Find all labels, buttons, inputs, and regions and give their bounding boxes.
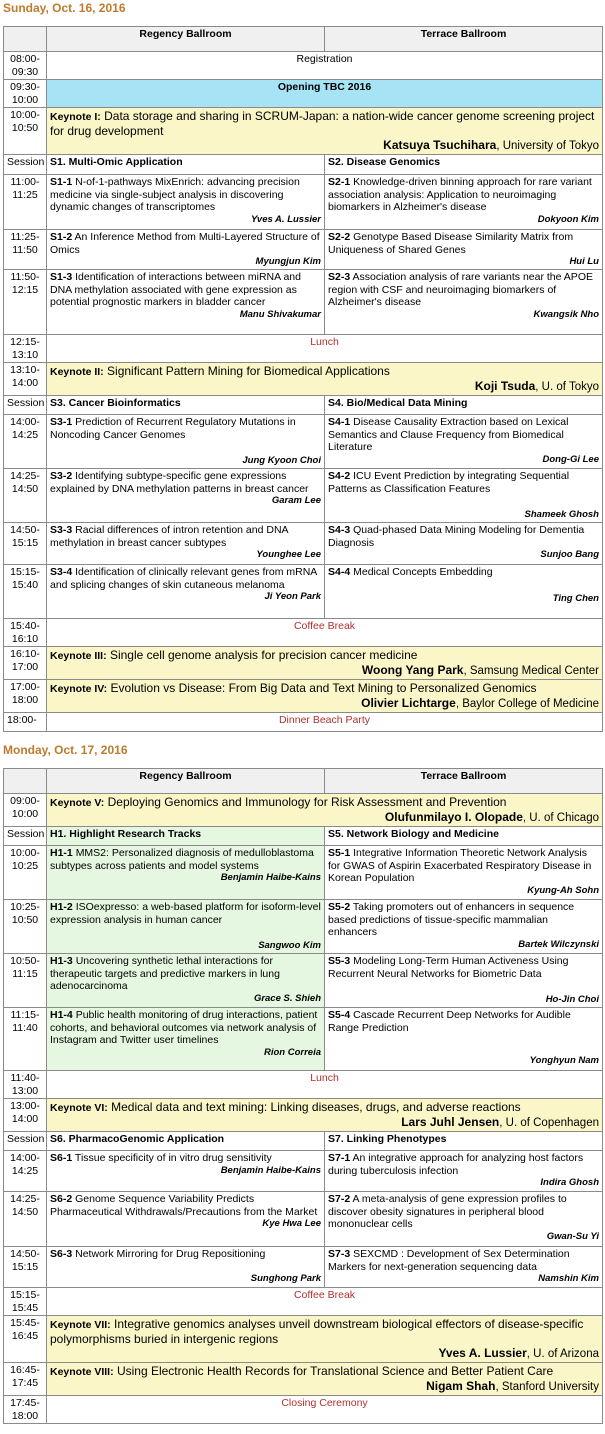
talk-title: Uncovering synthetic lethal interactions for therapeutic targets and predictive markers in lung adenocarcinoma <box>50 955 280 992</box>
talk-cell-left <box>47 469 325 523</box>
talk-author: Benjamin Haibe-Kains <box>220 872 321 883</box>
talk-author: Kyung-Ah Sohn <box>527 884 599 896</box>
session-s4: S4. Bio/Medical Data Mining <box>325 396 603 415</box>
talk-code: S2-2 <box>328 231 351 243</box>
talk-code: S4-3 <box>328 524 351 536</box>
keynote-speaker: Olivier Lichtarge <box>361 696 456 710</box>
talk-cell-left <box>47 1151 325 1192</box>
talk-code: S5-1 <box>328 847 351 859</box>
keynote-affiliation: , U. of Arizona <box>526 1348 599 1360</box>
session-row <box>4 1132 603 1151</box>
time-cell: 11:15-11:40 <box>4 1008 47 1071</box>
dinner-label: Dinner Beach Party <box>47 713 603 732</box>
talk-cell-right <box>325 415 603 469</box>
talk-row <box>4 846 603 900</box>
talk-code: S2-3 <box>328 271 351 283</box>
keynote-affiliation: , U. of Copenhagen <box>499 1117 599 1129</box>
lunch-label: Lunch <box>47 1071 603 1099</box>
talk-title: SEXCMD : Development of Sex Determination Markers for next-generation sequencing data <box>328 1248 570 1273</box>
talk-code: S5-3 <box>328 955 351 967</box>
lunch-label: Lunch <box>47 335 603 363</box>
session-s1: S1. Multi-Omic Application <box>47 155 325 175</box>
talk-row <box>4 900 603 954</box>
talk-author: Bartek Wilczynski <box>518 938 599 950</box>
keynote-title: Evolution vs Disease: From Big Data and Text Mining to Personalized Genomics <box>110 681 537 695</box>
time-cell: 11:50-12:15 <box>4 270 47 335</box>
talk-author: Kwangsik Nho <box>533 308 599 320</box>
talk-code: H1-3 <box>50 955 73 967</box>
talk-cell-right <box>325 1192 603 1247</box>
talk-title: N-of-1-pathways MixEnrich: advancing precision medicine via single-subject analysis in discovering dynamic changes of transcriptomes <box>50 176 300 213</box>
col-regency-ballroom: Regency Ballroom <box>47 27 325 52</box>
talk-code: S4-1 <box>328 416 351 428</box>
time-cell: 17:00-18:00 <box>4 680 47 713</box>
time-cell: 14:50-15:15 <box>4 523 47 565</box>
coffee-row <box>4 1288 603 1316</box>
talk-code: S1-2 <box>50 231 73 243</box>
coffee-label: Coffee Break <box>47 619 603 647</box>
time-cell: 12:15-13:10 <box>4 335 47 363</box>
time-cell: 14:00-14:25 <box>4 1151 47 1192</box>
keynote-row <box>4 108 603 155</box>
keynote-label: Keynote VII: <box>50 1319 111 1331</box>
talk-title: Prediction of Recurrent Regulatory Mutations in Noncoding Cancer Genomes <box>50 416 296 441</box>
talk-author: Ting Chen <box>552 592 599 604</box>
keynote-label: Keynote VIII: <box>50 1366 114 1378</box>
time-cell: 13:10-14:00 <box>4 363 47 396</box>
talk-code: S2-1 <box>328 176 351 188</box>
time-cell: 11:00-11:25 <box>4 175 47 230</box>
coffee-label: Coffee Break <box>47 1288 603 1316</box>
keynote-title: Significant Pattern Mining for Biomedical Applications <box>107 364 390 378</box>
talk-code: S3-4 <box>50 566 73 578</box>
talk-author: Sunjoo Bang <box>540 549 599 560</box>
keynote-affiliation: , U. of Chicago <box>522 812 599 824</box>
talk-row <box>4 469 603 523</box>
talk-title: Modeling Long-Term Human Activeness Using Recurrent Neural Networks for Biometric Data <box>328 955 569 980</box>
talk-row <box>4 270 603 335</box>
talk-code: S3-2 <box>50 470 73 482</box>
talk-title: Quad-phased Data Mining Modeling for Dementia Diagnosis <box>328 524 585 549</box>
talk-title: Identification of interactions between miRNA and DNA methylation associated with gene expression as potential prognostic markers in bladder cancer <box>50 271 301 308</box>
keynote-speaker: Woong Yang Park <box>361 663 464 677</box>
talk-cell-left <box>47 1192 325 1247</box>
talk-author: Grace S. Shieh <box>253 992 321 1004</box>
keynote-speaker: Koji Tsuda <box>474 379 536 393</box>
talk-author: Yonghyun Nam <box>529 1055 599 1066</box>
time-cell: 15:15-15:40 <box>4 565 47 619</box>
time-cell: 09:00-10:00 <box>4 794 47 827</box>
registration-label: Registration <box>47 52 603 80</box>
time-cell: 14:25-14:50 <box>4 1192 47 1247</box>
talk-author: Namshin Kim <box>538 1273 599 1284</box>
talk-code: S7-2 <box>328 1193 351 1205</box>
talk-cell-left <box>47 230 325 270</box>
talk-title: ICU Event Prediction by integrating Sequential Patterns as Classification Features <box>328 470 570 495</box>
talk-title: Disease Causality Extraction based on Lexical Semantics and Clause Frequency from Biomedical Literature <box>328 416 569 453</box>
talk-title: Taking promoters out of enhancers in sequence based predictions of tissue-specific mammalian enhancers <box>328 901 575 938</box>
keynote-cell <box>47 1099 603 1132</box>
keynote-speaker: Olufunmilayo I. Olopade <box>384 810 523 824</box>
talk-cell-right <box>325 469 603 523</box>
talk-author: Kye Hwa Lee <box>262 1218 321 1229</box>
talk-title: An integrative approach for analyzing host factors during tuberculosis infection <box>328 1152 584 1177</box>
talk-author: Sunghong Park <box>250 1272 321 1284</box>
talk-row <box>4 415 603 469</box>
keynote-affiliation: , Baylor College of Medicine <box>455 698 599 710</box>
talk-title: Public health monitoring of drug interactions, patient cohorts, and behavioral outcomes via network analysis of Instagram and Twitter user timelines <box>50 1009 318 1046</box>
opening-row <box>4 80 603 108</box>
opening-label: Opening TBC 2016 <box>47 80 603 108</box>
keynote-label: Keynote II: <box>50 366 104 378</box>
keynote-cell <box>47 1316 603 1363</box>
keynote-row <box>4 647 603 680</box>
talk-author: Manu Shivakumar <box>239 308 321 320</box>
talk-cell-right <box>325 954 603 1008</box>
talk-row <box>4 1192 603 1247</box>
talk-title: An Inference Method from Multi-Layered Structure of Omics <box>50 231 320 256</box>
time-cell: 14:50-15:15 <box>4 1247 47 1288</box>
talk-code: H1-2 <box>50 901 73 913</box>
session-s6: S6. PharmacoGenomic Application <box>47 1132 325 1151</box>
time-cell: 16:10-17:00 <box>4 647 47 680</box>
keynote-row <box>4 794 603 827</box>
talk-title: ISOexpresso: a web-based platform for isoform-level expression analysis in human cancer <box>50 901 321 926</box>
keynote-label: Keynote VI: <box>50 1102 108 1114</box>
talk-cell-right <box>325 1008 603 1071</box>
time-cell: 13:00-14:00 <box>4 1099 47 1132</box>
registration-row <box>4 52 603 80</box>
dinner-row <box>4 713 603 732</box>
talk-title: Genotype Based Disease Similarity Matrix from Uniqueness of Shared Genes <box>328 231 574 256</box>
talk-author: Dong-Gi Lee <box>542 453 599 465</box>
time-cell: 11:25-11:50 <box>4 230 47 270</box>
talk-row <box>4 1008 603 1071</box>
talk-title: Medical Concepts Embedding <box>353 566 493 578</box>
session-label: Session <box>4 396 47 415</box>
talk-code: H1-4 <box>50 1009 73 1021</box>
time-cell: 15:15-15:45 <box>4 1288 47 1316</box>
keynote-row <box>4 1316 603 1363</box>
talk-cell-left <box>47 1008 325 1071</box>
col-terrace-ballroom: Terrace Ballroom <box>325 769 603 794</box>
col-regency-ballroom: Regency Ballroom <box>47 769 325 794</box>
schedule-table-monday <box>3 768 603 1424</box>
talk-author: Jung Kyoon Choi <box>242 455 321 466</box>
keynote-cell <box>47 363 603 396</box>
talk-author: Myungjun Kim <box>255 256 321 267</box>
talk-cell-right <box>325 565 603 619</box>
day-title-monday: Monday, Oct. 17, 2016 <box>3 743 128 757</box>
talk-cell-left <box>47 565 325 619</box>
keynote-label: Keynote III: <box>50 650 107 662</box>
talk-code: S7-1 <box>328 1152 351 1164</box>
keynote-label: Keynote V: <box>50 797 105 809</box>
talk-title: Racial differences of intron retention and DNA methylation in breast cancer subtypes <box>50 524 288 549</box>
talk-title: Genome Sequence Variability Predicts Pharmaceutical Withdrawals/Precautions from the Market <box>50 1193 318 1218</box>
talk-cell-left <box>47 175 325 230</box>
keynote-row <box>4 363 603 396</box>
keynote-cell <box>47 108 603 155</box>
talk-author: Rion Correia <box>263 1046 321 1058</box>
time-cell: 10:50-11:15 <box>4 954 47 1008</box>
talk-code: S7-3 <box>328 1248 351 1260</box>
keynote-affiliation: , U. of Tokyo <box>535 381 599 393</box>
time-cell: 08:00-09:30 <box>4 52 47 80</box>
talk-code: S4-2 <box>328 470 351 482</box>
time-cell: 10:00-10:50 <box>4 108 47 155</box>
talk-cell-left <box>47 270 325 335</box>
talk-author: Ji Yeon Park <box>264 591 321 602</box>
talk-code: S5-2 <box>328 901 351 913</box>
talk-title: Integrative Information Theoretic Network Analysis for GWAS of Aspirin Exacerbated Respiratory Disease in Korean Population <box>328 847 592 884</box>
talk-author: Hui Lu <box>569 256 599 267</box>
keynote-cell <box>47 680 603 713</box>
talk-cell-right <box>325 1247 603 1288</box>
session-label: Session <box>4 1132 47 1151</box>
time-cell: 16:45-17:45 <box>4 1363 47 1396</box>
talk-author: Younghee Lee <box>256 549 321 560</box>
talk-title: Identification of clinically relevant genes from mRNA and splicing changes of skin cutaneous melanoma <box>50 566 317 591</box>
header-row <box>4 27 603 52</box>
talk-cell-left <box>47 954 325 1008</box>
header-blank-cell <box>4 769 47 794</box>
keynote-row <box>4 1363 603 1396</box>
talk-author: Yves A. Lussier <box>250 213 321 225</box>
talk-row <box>4 954 603 1008</box>
lunch-row <box>4 335 603 363</box>
time-cell: 09:30-10:00 <box>4 80 47 108</box>
talk-cell-right <box>325 270 603 335</box>
talk-title: Knowledge-driven binning approach for rare variant association analysis: Application to neuroimaging biomarkers in Alzheimer's disease <box>328 176 592 213</box>
session-h1: H1. Highlight Research Tracks <box>47 827 325 846</box>
talk-code: S1-1 <box>50 176 73 188</box>
keynote-title: Using Electronic Health Records for Translational Science and Better Patient Care <box>116 1364 554 1378</box>
talk-row <box>4 1151 603 1192</box>
session-row <box>4 827 603 846</box>
session-row <box>4 155 603 175</box>
header-blank-cell <box>4 27 47 52</box>
session-label: Session <box>4 827 47 846</box>
talk-code: S1-3 <box>50 271 73 283</box>
keynote-speaker: Katsuya Tsuchihara <box>383 138 497 152</box>
keynote-cell <box>47 1363 603 1396</box>
talk-author: Gwan-Su Yi <box>546 1230 599 1242</box>
time-cell: 10:25-10:50 <box>4 900 47 954</box>
talk-code: S3-1 <box>50 416 73 428</box>
talk-row <box>4 175 603 230</box>
talk-title: Cascade Recurrent Deep Networks for Audible Range Prediction <box>328 1009 571 1034</box>
header-row <box>4 769 603 794</box>
keynote-row <box>4 1099 603 1132</box>
talk-title: Association analysis of rare variants near the APOE region with CSF and neuroimaging biomarkers of Alzheimer's disease <box>328 271 593 308</box>
keynote-affiliation: , University of Tokyo <box>496 140 599 152</box>
talk-title: Network Mirroring for Drug Repositioning <box>75 1248 266 1260</box>
keynote-affiliation: , Samsung Medical Center <box>463 665 599 677</box>
talk-cell-right <box>325 846 603 900</box>
talk-title: Identifying subtype-specific gene expressions explained by DNA methylation patterns in breast cancer <box>50 470 309 495</box>
closing-row <box>4 1396 603 1424</box>
keynote-affiliation: , Stanford University <box>495 1381 599 1393</box>
keynote-title: Integrative genomics analyses unveil downstream biological effectors of disease-specific polymorphisms buried in intergenic regions <box>50 1317 584 1346</box>
talk-cell-left <box>47 415 325 469</box>
talk-cell-right <box>325 230 603 270</box>
day-title-sunday: Sunday, Oct. 16, 2016 <box>3 1 126 15</box>
talk-author: Dokyoon Kim <box>537 213 599 225</box>
time-cell: 15:40-16:10 <box>4 619 47 647</box>
time-cell: 15:45-16:45 <box>4 1316 47 1363</box>
session-s2: S2. Disease Genomics <box>325 155 603 175</box>
talk-cell-left <box>47 900 325 954</box>
keynote-title: Single cell genome analysis for precision cancer medicine <box>109 648 418 662</box>
talk-code: H1-1 <box>50 847 73 859</box>
talk-cell-left <box>47 1247 325 1288</box>
talk-title: MMS2: Personalized diagnosis of medulloblastoma subtypes across patients and model systems <box>50 847 314 872</box>
keynote-row <box>4 680 603 713</box>
talk-code: S6-2 <box>50 1193 73 1205</box>
keynote-title: Medical data and text mining: Linking diseases, drugs, and adverse reactions <box>111 1100 521 1114</box>
col-terrace-ballroom: Terrace Ballroom <box>325 27 603 52</box>
talk-cell-right <box>325 1151 603 1192</box>
session-s7: S7. Linking Phenotypes <box>325 1132 603 1151</box>
talk-author: Ho-Jin Choi <box>545 994 599 1005</box>
session-s3: S3. Cancer Bioinformatics <box>47 396 325 415</box>
talk-row <box>4 1247 603 1288</box>
time-cell: 18:00- <box>4 713 47 732</box>
talk-cell-right <box>325 175 603 230</box>
talk-author: Shameek Ghosh <box>524 509 599 520</box>
session-s5: S5. Network Biology and Medicine <box>325 827 603 846</box>
talk-row <box>4 523 603 565</box>
talk-code: S3-3 <box>50 524 73 536</box>
lunch-row <box>4 1071 603 1099</box>
session-label: Session <box>4 155 47 175</box>
talk-code: S4-4 <box>328 566 351 578</box>
keynote-title: Data storage and sharing in SCRUM-Japan: a nation-wide cancer genome screening project for drug development <box>50 109 595 138</box>
schedule-table-sunday <box>3 26 603 732</box>
keynote-cell <box>47 647 603 680</box>
talk-code: S6-3 <box>50 1248 73 1260</box>
talk-title: A meta-analysis of gene expression profiles to discover obesity signatures in peripheral blood mononuclear cells <box>328 1193 567 1230</box>
coffee-row <box>4 619 603 647</box>
keynote-speaker: Nigam Shah <box>426 1379 496 1393</box>
talk-code: S5-4 <box>328 1009 351 1021</box>
talk-author: Sangwoo Kim <box>258 940 321 951</box>
talk-cell-left <box>47 523 325 565</box>
time-cell: 10:00-10:25 <box>4 846 47 900</box>
keynote-title: Deploying Genomics and Immunology for Risk Assessment and Prevention <box>107 795 507 809</box>
time-cell: 14:00-14:25 <box>4 415 47 469</box>
time-cell: 11:40-13:00 <box>4 1071 47 1099</box>
talk-cell-left <box>47 846 325 900</box>
keynote-speaker: Yves A. Lussier <box>438 1346 527 1360</box>
talk-row <box>4 565 603 619</box>
time-cell: 17:45-18:00 <box>4 1396 47 1424</box>
session-row <box>4 396 603 415</box>
talk-author: Benjamin Haibe-Kains <box>220 1164 321 1176</box>
talk-code: S6-1 <box>50 1152 73 1164</box>
keynote-label: Keynote I: <box>50 111 101 123</box>
talk-row <box>4 230 603 270</box>
talk-author: Garam Lee <box>271 495 321 506</box>
talk-cell-right <box>325 900 603 954</box>
keynote-cell <box>47 794 603 827</box>
talk-cell-right <box>325 523 603 565</box>
talk-author: Indira Ghosh <box>540 1177 599 1188</box>
closing-label: Closing Ceremony <box>47 1396 603 1424</box>
keynote-speaker: Lars Juhl Jensen <box>401 1115 500 1129</box>
time-cell: 14:25-14:50 <box>4 469 47 523</box>
talk-title: Tissue specificity of in vitro drug sensitivity <box>74 1152 272 1164</box>
keynote-label: Keynote IV: <box>50 683 108 695</box>
